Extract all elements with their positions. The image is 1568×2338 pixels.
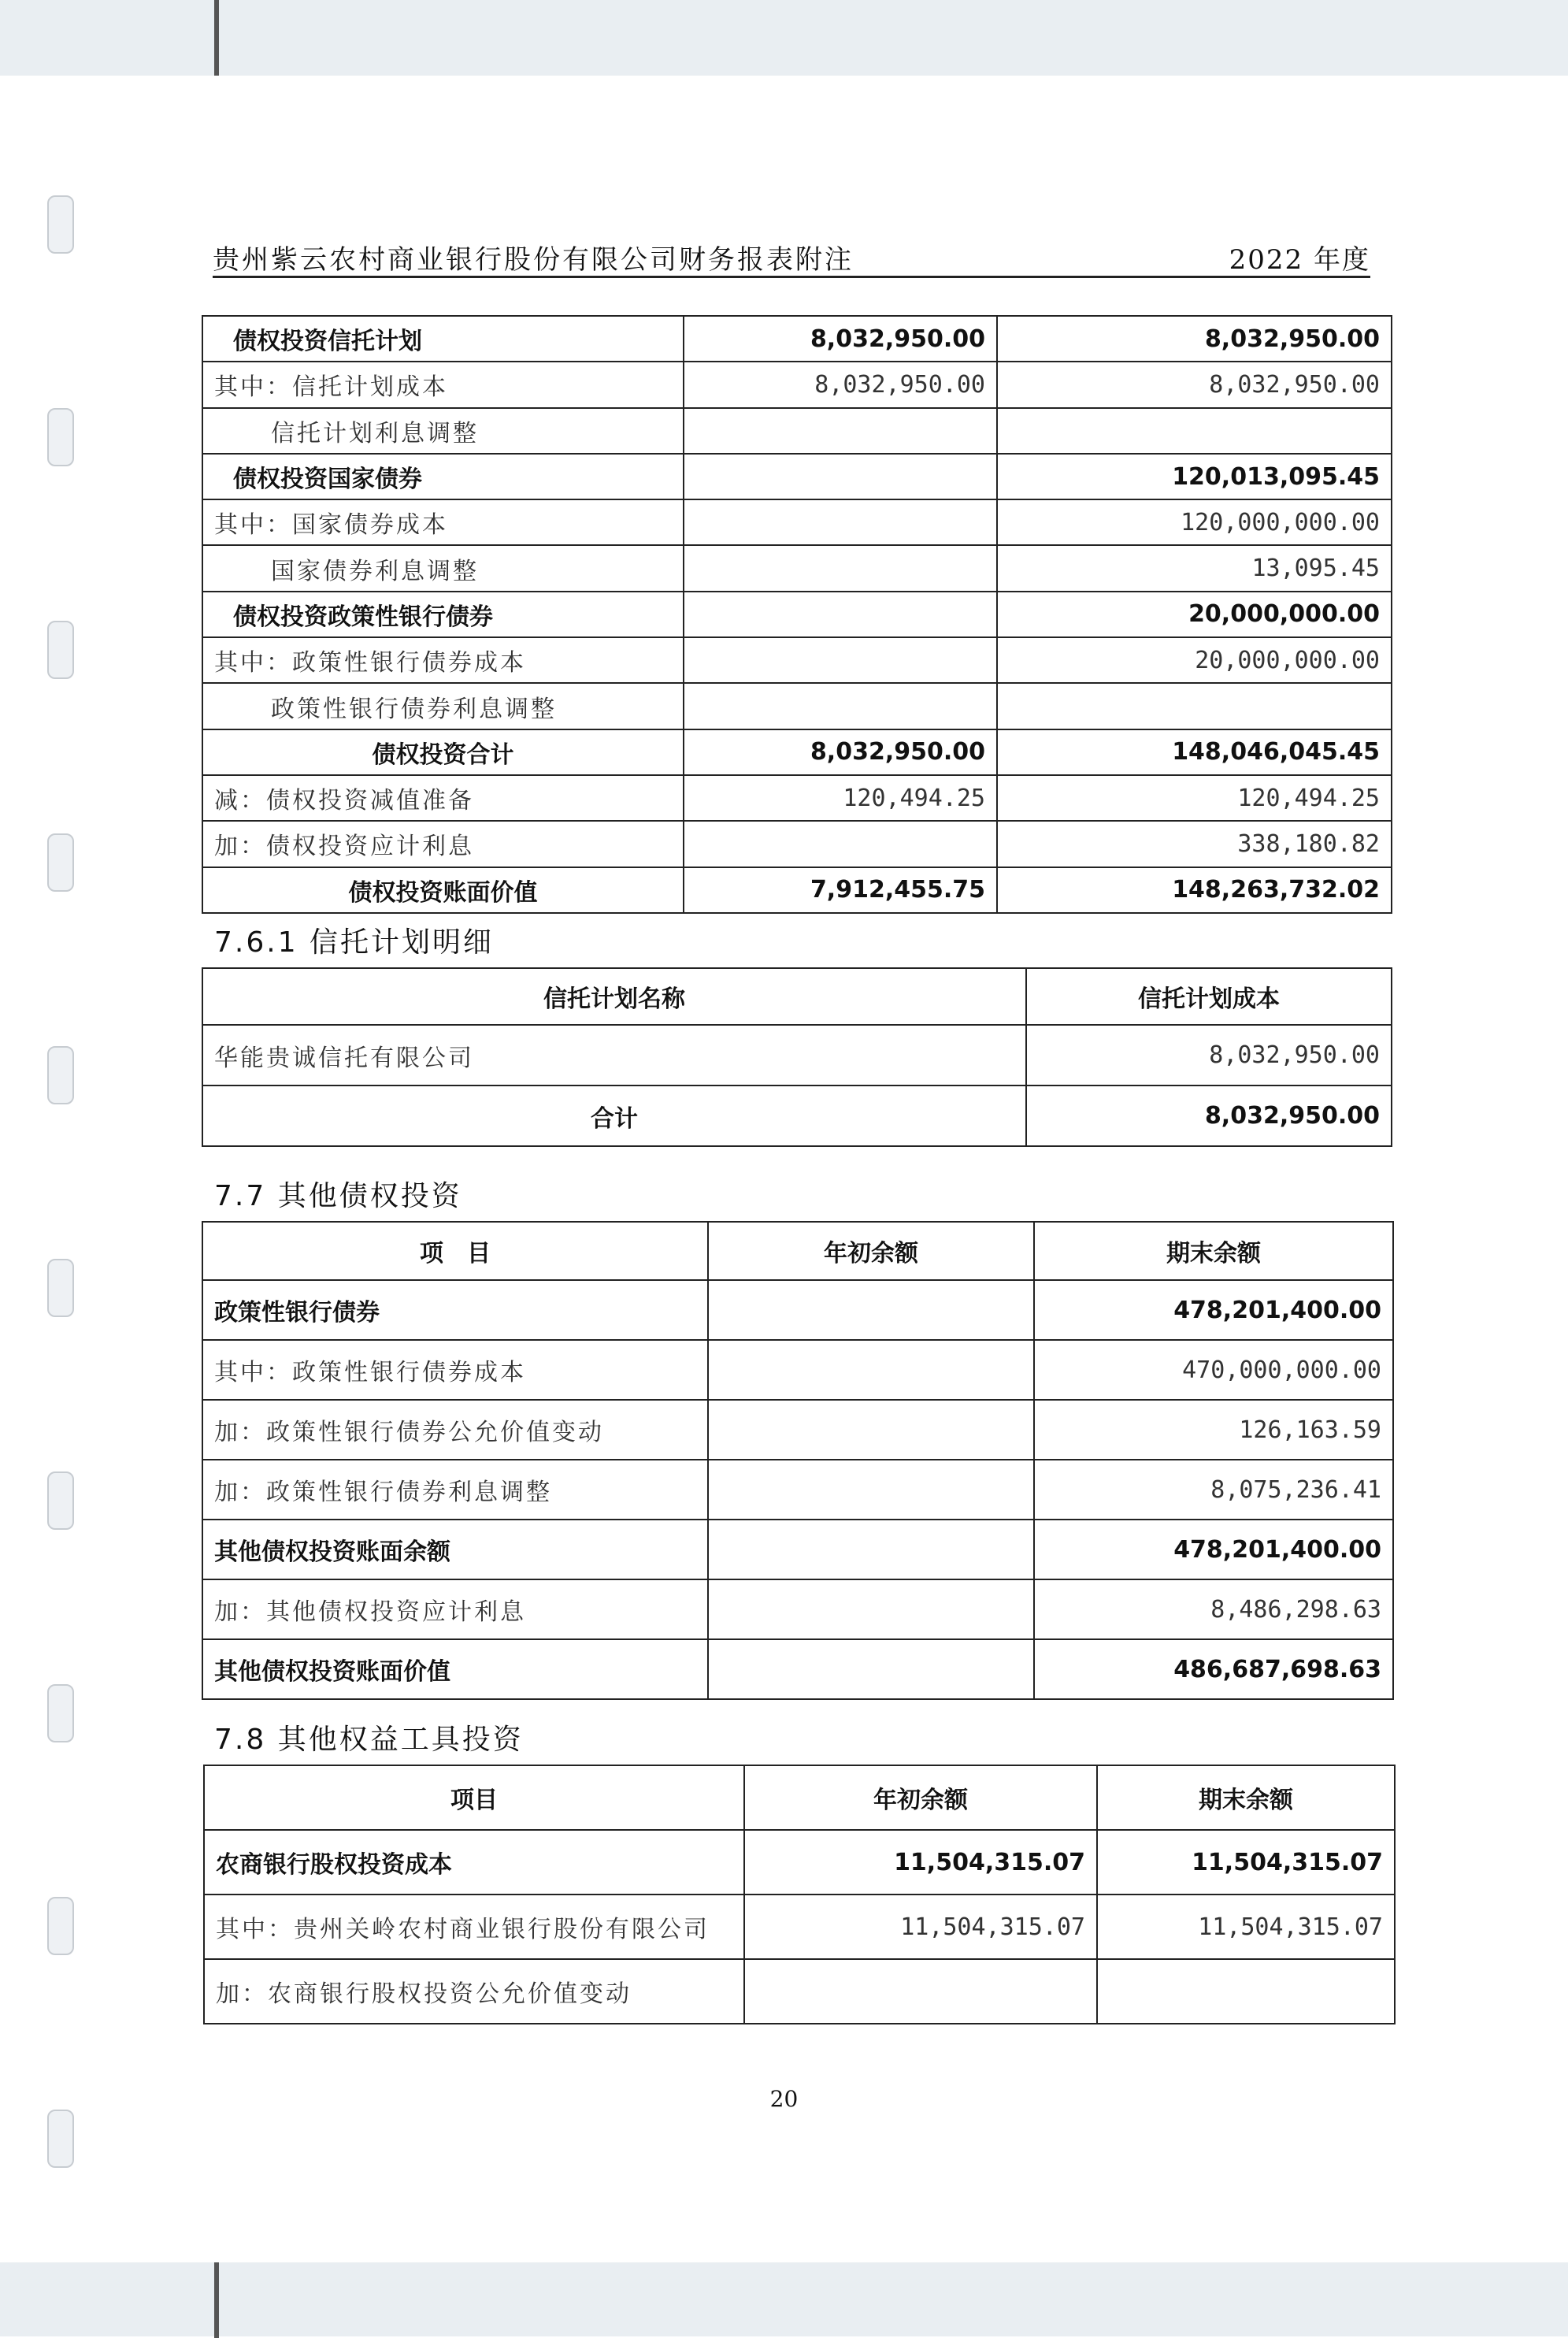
row-label: 加：其他债权投资应计利息 [202, 1579, 708, 1639]
value-cell: 120,013,095.45 [997, 454, 1392, 499]
row-label: 减：债权投资减值准备 [202, 775, 684, 821]
table-row [202, 1579, 1393, 1639]
row-label: 合计 [202, 1086, 1026, 1146]
table-row [202, 408, 1392, 454]
row-label: 债权投资合计 [202, 729, 684, 775]
value-cell: 11,504,315.07 [744, 1830, 1097, 1895]
row-label: 债权投资国家债券 [202, 454, 684, 499]
column-header: 期末余额 [1034, 1222, 1393, 1280]
table-header-row [204, 1765, 1395, 1830]
value-cell [708, 1460, 1034, 1520]
binding-hole [47, 1471, 74, 1530]
binding-hole [47, 1259, 74, 1317]
value-cell [708, 1639, 1034, 1699]
value-cell: 478,201,400.00 [1034, 1520, 1393, 1579]
table-row [202, 454, 1392, 499]
row-label: 加：政策性银行债券利息调整 [202, 1460, 708, 1520]
row-label: 加：债权投资应计利息 [202, 821, 684, 867]
table-row [202, 499, 1392, 545]
section-title-7-7: 7.7 其他债权投资 [214, 1180, 462, 1212]
binding-hole [47, 1046, 74, 1104]
row-label: 加：政策性银行债券公允价值变动 [202, 1400, 708, 1460]
value-cell [684, 821, 997, 867]
scan-border-bottom [0, 2262, 1568, 2336]
trust-plan-detail-table [202, 967, 1392, 1147]
value-cell: 120,494.25 [997, 775, 1392, 821]
table-row [202, 683, 1392, 729]
row-label: 信托计划利息调整 [202, 408, 684, 454]
table-row [202, 1025, 1392, 1086]
binding-hole [47, 195, 74, 254]
binding-hole [47, 1684, 74, 1742]
row-label: 加：农商银行股权投资公允价值变动 [204, 1959, 744, 2024]
company-title: 贵州紫云农村商业银行股份有限公司财务报表附注 [213, 244, 854, 276]
table-row [202, 1460, 1393, 1520]
table-row [202, 775, 1392, 821]
value-cell: 8,032,950.00 [684, 362, 997, 407]
value-cell: 120,000,000.00 [997, 499, 1392, 545]
row-label: 农商银行股权投资成本 [204, 1830, 744, 1895]
value-cell: 13,095.45 [997, 545, 1392, 591]
value-cell: 7,912,455.75 [684, 867, 997, 913]
table-row [202, 1639, 1393, 1699]
binding-hole [47, 408, 74, 466]
value-cell: 148,046,045.45 [997, 729, 1392, 775]
row-label: 其他债权投资账面价值 [202, 1639, 708, 1699]
value-cell [708, 1400, 1034, 1460]
value-cell: 8,032,950.00 [997, 362, 1392, 407]
value-cell: 470,000,000.00 [1034, 1340, 1393, 1400]
value-cell [684, 683, 997, 729]
column-header: 项目 [204, 1765, 744, 1830]
value-cell [684, 408, 997, 454]
row-label: 其中：国家债券成本 [202, 499, 684, 545]
row-label: 债权投资政策性银行债券 [202, 592, 684, 637]
row-label: 其中：政策性银行债券成本 [202, 1340, 708, 1400]
value-cell [684, 637, 997, 683]
table-header-row [202, 1222, 1393, 1280]
table-row [202, 316, 1392, 362]
value-cell: 8,032,950.00 [1026, 1086, 1392, 1146]
value-cell [684, 499, 997, 545]
value-cell [708, 1280, 1034, 1340]
table-row [204, 1895, 1395, 1959]
value-cell: 8,032,950.00 [684, 729, 997, 775]
value-cell [684, 454, 997, 499]
value-cell [997, 408, 1392, 454]
value-cell: 338,180.82 [997, 821, 1392, 867]
scan-border-top [0, 0, 1568, 76]
table-row [202, 867, 1392, 913]
binding-hole [47, 1897, 74, 1955]
row-label: 政策性银行债券 [202, 1280, 708, 1340]
binding-hole [47, 621, 74, 679]
value-cell [684, 545, 997, 591]
value-cell: 8,032,950.00 [684, 316, 997, 362]
value-cell: 11,504,315.07 [1097, 1895, 1395, 1959]
binding-hole [47, 833, 74, 892]
table-row [204, 1830, 1395, 1895]
header-rule [213, 276, 1370, 278]
debt-investment-table [202, 315, 1392, 914]
table-row [204, 1959, 1395, 2024]
value-cell [708, 1520, 1034, 1579]
section-title-7-8: 7.8 其他权益工具投资 [214, 1724, 524, 1756]
binding-hole [47, 2110, 74, 2168]
table-row [202, 1340, 1393, 1400]
table-row [202, 545, 1392, 591]
scan-mark [214, 0, 219, 76]
row-label: 其中：贵州关岭农村商业银行股份有限公司 [204, 1895, 744, 1959]
table-row [202, 592, 1392, 637]
value-cell [1097, 1959, 1395, 2024]
value-cell: 20,000,000.00 [997, 592, 1392, 637]
value-cell: 8,075,236.41 [1034, 1460, 1393, 1520]
page-header [213, 235, 1370, 279]
table-row [202, 362, 1392, 407]
value-cell [708, 1579, 1034, 1639]
column-header: 期末余额 [1097, 1765, 1395, 1830]
value-cell [708, 1340, 1034, 1400]
value-cell: 148,263,732.02 [997, 867, 1392, 913]
scan-mark [214, 2262, 219, 2338]
table-row [202, 637, 1392, 683]
value-cell: 20,000,000.00 [997, 637, 1392, 683]
value-cell: 126,163.59 [1034, 1400, 1393, 1460]
row-label: 国家债券利息调整 [202, 545, 684, 591]
value-cell [997, 683, 1392, 729]
value-cell: 8,032,950.00 [1026, 1025, 1392, 1086]
row-label: 政策性银行债券利息调整 [202, 683, 684, 729]
table-row [202, 729, 1392, 775]
column-header: 信托计划名称 [202, 968, 1026, 1025]
page-number: 20 [769, 2086, 799, 2112]
value-cell: 11,504,315.07 [744, 1895, 1097, 1959]
column-header: 年初余额 [744, 1765, 1097, 1830]
other-debt-investment-table [202, 1221, 1394, 1700]
value-cell: 486,687,698.63 [1034, 1639, 1393, 1699]
table-row [202, 1520, 1393, 1579]
report-year: 2022 年度 [1229, 244, 1370, 276]
value-cell: 120,494.25 [684, 775, 997, 821]
row-label: 华能贵诚信托有限公司 [202, 1025, 1026, 1086]
table-row [202, 1086, 1392, 1146]
row-label: 其中：信托计划成本 [202, 362, 684, 407]
value-cell [684, 592, 997, 637]
row-label: 其他债权投资账面余额 [202, 1520, 708, 1579]
value-cell: 8,032,950.00 [997, 316, 1392, 362]
column-header: 年初余额 [708, 1222, 1034, 1280]
table-header-row [202, 968, 1392, 1025]
row-label: 其中：政策性银行债券成本 [202, 637, 684, 683]
column-header: 信托计划成本 [1026, 968, 1392, 1025]
value-cell: 478,201,400.00 [1034, 1280, 1393, 1340]
table-row [202, 821, 1392, 867]
value-cell: 11,504,315.07 [1097, 1830, 1395, 1895]
table-row [202, 1400, 1393, 1460]
section-title-7-6-1: 7.6.1 信托计划明细 [214, 926, 495, 959]
other-equity-investment-table [203, 1765, 1396, 2024]
column-header: 项 目 [202, 1222, 708, 1280]
row-label: 债权投资账面价值 [202, 867, 684, 913]
value-cell: 8,486,298.63 [1034, 1579, 1393, 1639]
row-label: 债权投资信托计划 [202, 316, 684, 362]
table-row [202, 1280, 1393, 1340]
value-cell [744, 1959, 1097, 2024]
